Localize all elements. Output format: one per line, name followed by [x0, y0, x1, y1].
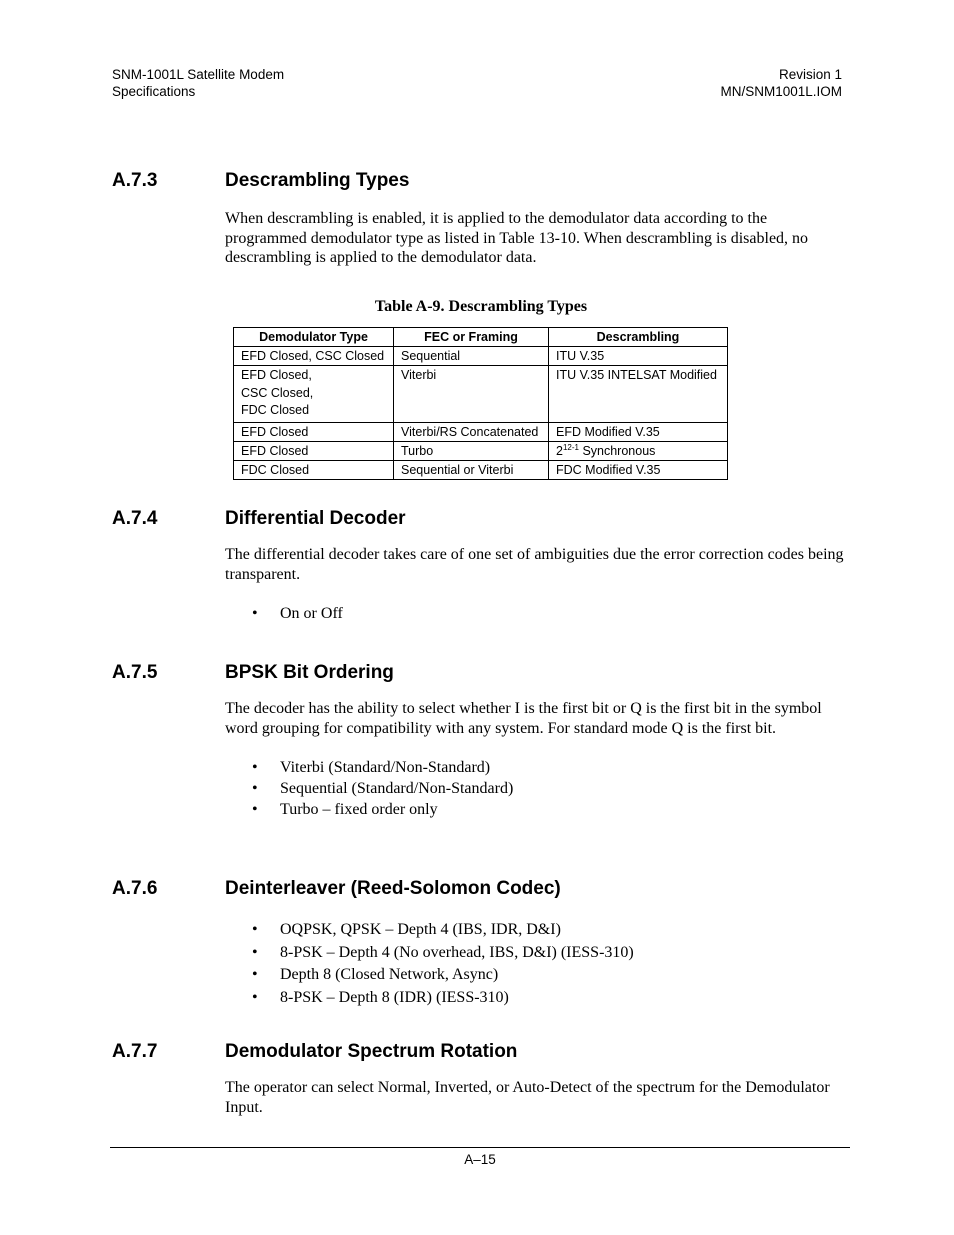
section-heading — [112, 507, 852, 531]
bullet-list — [252, 919, 852, 1009]
list-item-text: Sequential (Standard/Non-Standard) — [280, 780, 514, 797]
bullet-icon: • — [252, 780, 258, 797]
section-deinterleaver — [112, 877, 852, 1009]
table-row — [234, 460, 728, 479]
section-title: Descrambling Types — [225, 170, 410, 191]
table-cell: ITU V.35 — [549, 347, 728, 366]
section-descrambling-types — [112, 169, 852, 268]
section-body: When descrambling is enabled, it is applied to the demodulator data according to the programmed demodulator type as listed in Table 13-10. When descrambling is disabled, no descrambling is applied to the demodulator data. — [225, 210, 809, 266]
table-cell: EFD Closed — [234, 422, 394, 441]
list-item-text: Viterbi (Standard/Non-Standard) — [280, 759, 491, 776]
section-number: A.7.5 — [112, 662, 158, 683]
table-cell: EFD Modified V.35 — [549, 422, 728, 441]
table-cell: Turbo — [394, 441, 549, 460]
column-header: Demodulator Type — [234, 328, 394, 347]
table-row — [234, 366, 728, 423]
table-cell: ITU V.35 INTELSAT Modified — [549, 366, 728, 423]
list-item — [252, 919, 852, 942]
list-item — [252, 799, 852, 820]
cell-line: FDC Closed — [241, 403, 310, 417]
table-row — [234, 441, 728, 460]
table-cell — [549, 441, 728, 460]
table-cell: Sequential — [394, 347, 549, 366]
list-item-text: OQPSK, QPSK – Depth 4 (IBS, IDR, D&I) — [280, 921, 561, 938]
section-number: A.7.3 — [112, 170, 158, 191]
list-item — [252, 987, 852, 1010]
footer-rule — [110, 1147, 850, 1148]
power-exponent: 12-1 — [562, 442, 579, 452]
cell-line: CSC Closed, — [241, 385, 314, 400]
section-number: A.7.7 — [112, 1041, 158, 1062]
cell-text: Synchronous — [578, 443, 656, 458]
page-header-left — [112, 66, 284, 100]
section-heading — [112, 1040, 852, 1064]
header-revision: Revision 1 — [778, 67, 842, 82]
section-differential-decoder — [112, 507, 852, 624]
bullet-icon: • — [252, 801, 258, 818]
section-number: A.7.4 — [112, 508, 158, 529]
list-item-text: Depth 8 (Closed Network, Async) — [280, 966, 499, 983]
bullet-icon: • — [252, 966, 258, 983]
list-item-text: 8-PSK – Depth 8 (IDR) (IESS-310) — [280, 988, 509, 1006]
table-row — [234, 422, 728, 441]
header-doc-id: MN/SNM1001L.IOM — [720, 84, 842, 99]
page-number: A–15 — [464, 1152, 496, 1167]
power-base: 2 — [556, 443, 563, 458]
list-item — [252, 778, 852, 799]
bullet-list — [252, 603, 852, 624]
list-item-text: On or Off — [280, 605, 343, 622]
section-title: Deinterleaver (Reed-Solomon Codec) — [225, 878, 561, 899]
table-caption: Table A-9. Descrambling Types — [374, 298, 588, 315]
section-heading — [112, 169, 852, 193]
table-cell: EFD Closed, CSC Closed — [234, 347, 394, 366]
table-cell: FDC Modified V.35 — [549, 460, 728, 479]
section-spectrum-rotation — [112, 1040, 852, 1117]
list-item — [252, 964, 852, 987]
section-bpsk-bit-ordering — [112, 661, 852, 820]
table-cell: EFD Closed — [234, 441, 394, 460]
table-row — [234, 347, 728, 366]
bullet-icon: • — [252, 921, 258, 938]
column-header: FEC or Framing — [394, 328, 549, 347]
section-title: BPSK Bit Ordering — [225, 662, 394, 683]
bullet-icon: • — [252, 943, 258, 961]
table-cell — [234, 366, 394, 423]
section-heading — [112, 661, 852, 685]
page-header-right — [720, 66, 842, 100]
table-cell: Viterbi — [394, 366, 549, 423]
section-body: The operator can select Normal, Inverted, or Auto-Detect of the spectrum for the Demodulator Input. — [225, 1079, 830, 1116]
list-item — [252, 942, 852, 965]
section-body: The decoder has the ability to select whether I is the first bit or Q is the first bit in the symbol word grouping for compatibility with any system. For standard mode Q is the first bit. — [225, 700, 822, 737]
section-title: Demodulator Spectrum Rotation — [225, 1041, 518, 1062]
list-item — [252, 757, 852, 778]
table-cell: Viterbi/RS Concatenated — [394, 422, 549, 441]
bullet-icon: • — [252, 988, 258, 1006]
bullet-list — [252, 757, 852, 820]
table-header-row — [234, 328, 728, 347]
header-product: SNM-1001L Satellite Modem — [112, 67, 285, 82]
table-cell: FDC Closed — [234, 460, 394, 479]
section-title: Differential Decoder — [225, 508, 406, 529]
descrambling-table — [233, 327, 728, 480]
table-cell: Sequential or Viterbi — [394, 460, 549, 479]
list-item-text: Turbo – fixed order only — [280, 801, 438, 818]
header-section: Specifications — [112, 84, 196, 99]
list-item-text: 8-PSK – Depth 4 (No overhead, IBS, D&I) (IESS-310) — [280, 943, 634, 961]
section-body: The differential decoder takes care of one set of ambiguities due the error correction codes being transparent. — [225, 546, 844, 583]
cell-line: EFD Closed, — [241, 368, 312, 382]
bullet-icon: • — [252, 605, 258, 622]
bullet-icon: • — [252, 759, 258, 776]
section-heading — [112, 877, 852, 901]
column-header: Descrambling — [549, 328, 728, 347]
list-item — [252, 603, 852, 624]
section-number: A.7.6 — [112, 878, 158, 899]
